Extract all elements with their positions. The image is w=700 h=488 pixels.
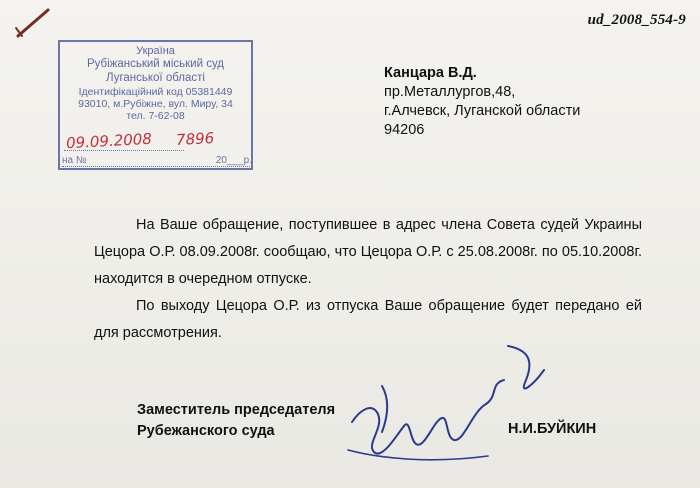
- body-paragraph-1: На Ваше обращение, поступившее в адрес члена Совета судей Украины Цецора О.Р. 08.09.2008г. сообщаю, что Цецора О.Р. с 25.08.2008г. по 05.10.2008г. находится в очередном отпуске.: [94, 217, 642, 287]
- signer-name: Н.И.БУЙКИН: [508, 421, 597, 437]
- stamp-footer: [62, 155, 252, 167]
- handwritten-signature: [338, 340, 568, 480]
- addressee-city: г.Алчевск, Луганской области: [384, 103, 581, 119]
- addressee-name: Канцара В.Д.: [384, 65, 477, 81]
- corner-pen-mark: [14, 6, 54, 40]
- handwritten-date: 09.09.2008: [65, 129, 153, 153]
- handwritten-number: 7896: [175, 129, 215, 149]
- body-paragraph-2: По выходу Цецора О.Р. из отпуска Ваше обращение будет передано ей для рассмотрения.: [94, 298, 642, 341]
- addressee-postcode: 94206: [384, 122, 425, 138]
- stamp-country: Україна: [136, 45, 175, 57]
- court-stamp: [58, 40, 253, 170]
- stamp-underline: [64, 150, 184, 151]
- stamp-ident-code: Ідентифікаційний код 05381449: [78, 86, 233, 98]
- stamp-footer-year: 20___р.: [215, 155, 252, 166]
- document-id: ud_2008_554-9: [587, 12, 686, 28]
- signer-title-line2: Рубежанского суда: [137, 423, 275, 439]
- signer-title-line1: Заместитель председателя: [137, 402, 336, 418]
- addressee-block: [384, 64, 580, 140]
- letter-body: [94, 212, 642, 347]
- stamp-phone: тел. 7-62-08: [126, 110, 185, 122]
- addressee-street: пр.Металлургов,48,: [384, 84, 516, 100]
- stamp-court-name: Рубіжанський міський суд: [86, 58, 225, 70]
- signer-title: [137, 400, 335, 442]
- stamp-region: Луганської області: [106, 72, 205, 84]
- stamp-address: 93010, м.Рубіжне, вул. Миру, 34: [78, 98, 233, 110]
- stamp-footer-ref: на №: [62, 155, 87, 166]
